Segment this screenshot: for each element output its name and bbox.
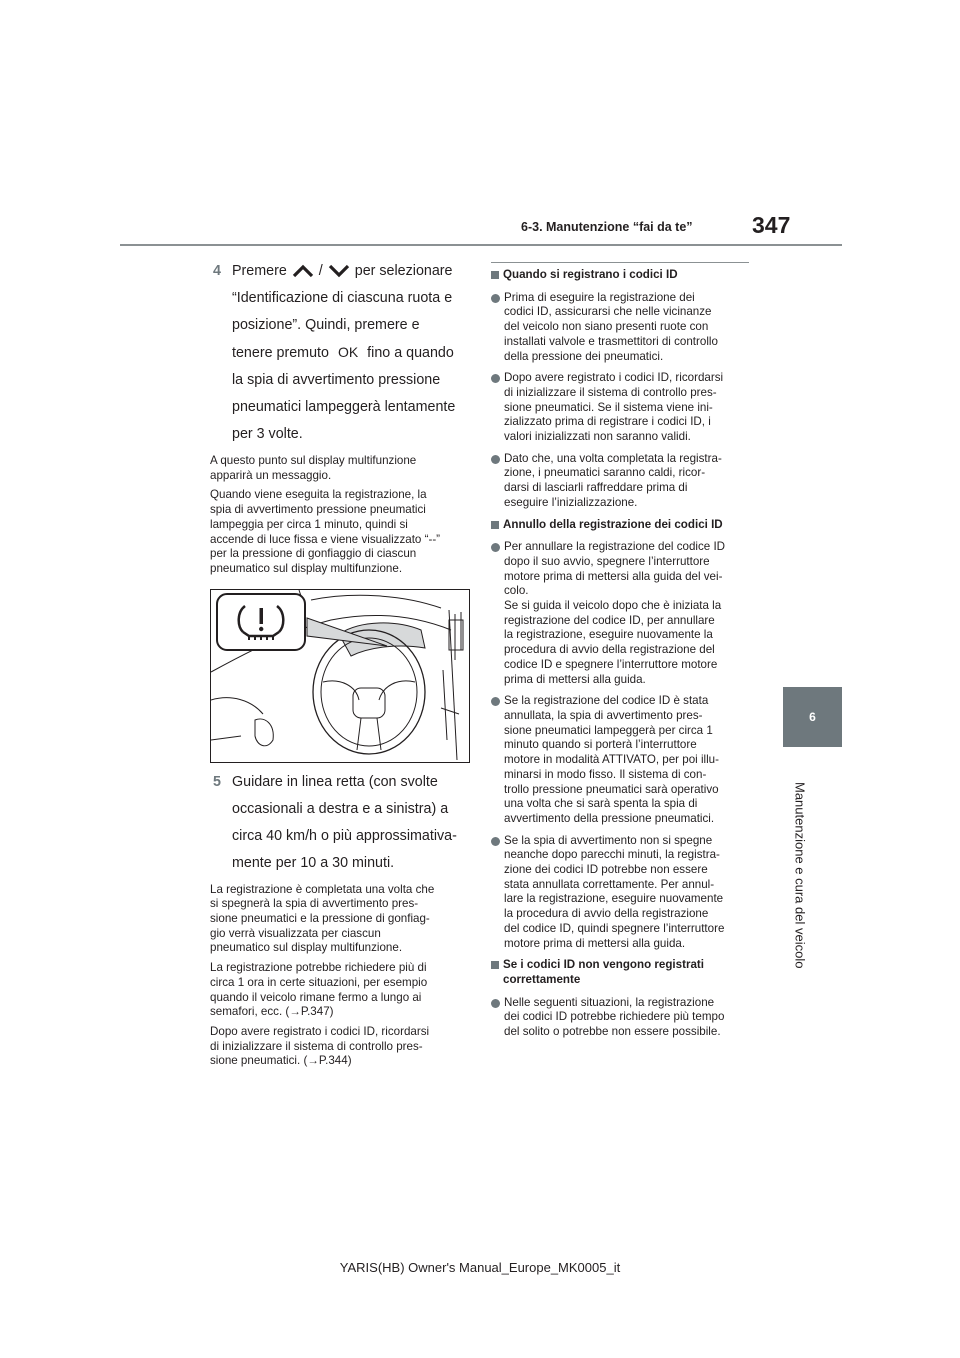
round-bullet-icon	[491, 294, 500, 303]
page-number: 347	[752, 212, 791, 238]
section-title: 6-3. Manutenzione “fai da te”	[521, 220, 693, 234]
dashboard-illustration	[210, 589, 470, 763]
bullet-item: Se la registrazione del codice ID è stata annullata, la spia di avvertimento pres- sione pneumatici lampeggerà per circa 1 minuto quando si porterà l’interruttore motore in modalità ATTIVATO, per poi illu- minarsi in modo fisso. Il sistema di con- trollo pressione pneumatici sarà operativo una volta che si sarà spenta la spia di avvertimento della pressione pneumatici.	[491, 694, 749, 826]
square-bullet-icon	[491, 271, 499, 279]
round-bullet-icon	[491, 374, 500, 383]
paragraph-duration: La registrazione potrebbe richiedere più di circa 1 ora in certe situazioni, per esempio quando il veicolo rimane fermo a lungo ai semafori, ecc. (→P.347)	[210, 961, 428, 1019]
step-number: 5	[213, 773, 221, 790]
round-bullet-icon	[491, 697, 500, 706]
paragraph-initialize: Dopo avere registrato i codici ID, ricordarsi di inizializzare il sistema di controllo pres- sione pneumatici. (→P.344)	[210, 1024, 430, 1068]
chevron-down-icon	[327, 264, 351, 278]
heading-cancel-registration: Annullo della registrazione dei codici ID	[491, 518, 749, 533]
step4-text-5: la spia di avvertimento pressione	[232, 372, 441, 388]
step-4	[210, 258, 468, 448]
bullet-item: Dopo avere registrato i codici ID, ricordarsi di inizializzare il sistema di controllo pres- sione pneumatici. Se il sistema viene ini- zializzato prima di registrare i codici ID, i valori inizializzati non saranno validi.	[491, 371, 749, 445]
bullet-item: Nelle seguenti situazioni, la registrazione dei codici ID potrebbe richiedere più tempo del solito o potrebbe non essere possibile.	[491, 996, 749, 1040]
ok-button-icon: OK	[337, 344, 359, 360]
step4-text-1: per selezionare	[354, 263, 453, 279]
round-bullet-icon	[491, 837, 500, 846]
step4-text-7: per 3 volte.	[232, 426, 303, 442]
step4-separator: /	[318, 263, 323, 279]
step4-text-4a: tenere premuto	[232, 345, 329, 361]
bullet-item: Dato che, una volta completata la registra- zione, i pneumatici saranno caldi, ricor- darsi di lasciarli raffreddare prima di eseguire l’inizializzazione.	[491, 452, 749, 511]
round-bullet-icon	[491, 543, 500, 552]
chapter-tab	[783, 687, 842, 747]
header-divider	[120, 244, 842, 246]
step-5: 5 Guidare in linea retta (con svolte occasionali a destra e a sinistra) a circa 40 km/h o più approssimativa- mente per 10 a 30 minuti.	[210, 769, 468, 877]
step-number: 4	[213, 263, 221, 279]
heading-registering-ids: Quando si registrano i codici ID	[491, 268, 749, 283]
chevron-up-icon	[291, 264, 315, 278]
square-bullet-icon	[491, 961, 499, 969]
paragraph-completion: La registrazione è completata una volta che si spegnerà la spia di avvertimento pres- sione pneumatici e la pressione di gonfiag- gio verrà visualizzata per ciascun pneumatico sul display multifunzione.	[210, 882, 435, 955]
chapter-number: 6	[809, 710, 816, 724]
left-column	[210, 258, 468, 1074]
step4-text-4b: fino a quando	[367, 345, 454, 361]
chapter-title: Manutenzione e cura del veicolo	[792, 781, 808, 969]
right-column	[491, 262, 749, 1047]
footer-manual-id: YARIS(HB) Owner's Manual_Europe_MK0005_it	[339, 1260, 621, 1275]
step4-text-2: “Identificazione di ciascuna ruota e	[232, 290, 453, 306]
dashboard-drawing	[211, 590, 469, 762]
bullet-item: Per annullare la registrazione del codice ID dopo il suo avvio, spegnere l’interruttore motore prima di mettersi alla guida del vei- colo. Se si guida il veicolo dopo che è iniziata la registrazione del codice ID, per annullare la registrazione, eseguire nuovamente la procedura di avvio della registrazione del codice ID e spegnere l’interruttore motore prima di mettersi alla guida.	[491, 540, 749, 687]
round-bullet-icon	[491, 999, 500, 1008]
paragraph-registration: Quando viene eseguita la registrazione, la spia di avvertimento pressione pneumatici lampeggia per circa 1 minuto, quindi si accende di luce fissa e viene visualizzato “--” per la pressione di gonfiaggio di ciascun pneumatico sul display multifunzione.	[210, 488, 441, 575]
bullet-item: Se la spia di avvertimento non si spegne neanche dopo parecchi minuti, la registra- zione dei codici ID potrebbe non essere stata annullata correttamente. Per annul- lare la registrazione, eseguire nuovamente la procedura di avvio della registrazione del codice ID, quindi spegnere l’interruttore motore prima di mettersi alla guida.	[491, 834, 749, 952]
paragraph-message: A questo punto sul display multifunzione apparirà un messaggio.	[210, 454, 417, 482]
heading-ids-not-registered: Se i codici ID non vengono registrati correttamente	[491, 958, 749, 987]
step4-text-6: pneumatici lampeggerà lentamente	[232, 399, 456, 415]
bullet-item: Prima di eseguire la registrazione dei codici ID, assicurarsi che nelle vicinanze del veicolo non siano presenti ruote con installati valvole e trasmettitori di controllo della pressione dei pneumatici.	[491, 291, 749, 365]
section-rule	[491, 262, 749, 263]
step4-text-prefix: Premere	[232, 263, 287, 279]
chapter-title-vertical	[772, 760, 828, 990]
square-bullet-icon	[491, 521, 499, 529]
round-bullet-icon	[491, 455, 500, 464]
step4-text-3: posizione”. Quindi, premere e	[232, 317, 420, 333]
